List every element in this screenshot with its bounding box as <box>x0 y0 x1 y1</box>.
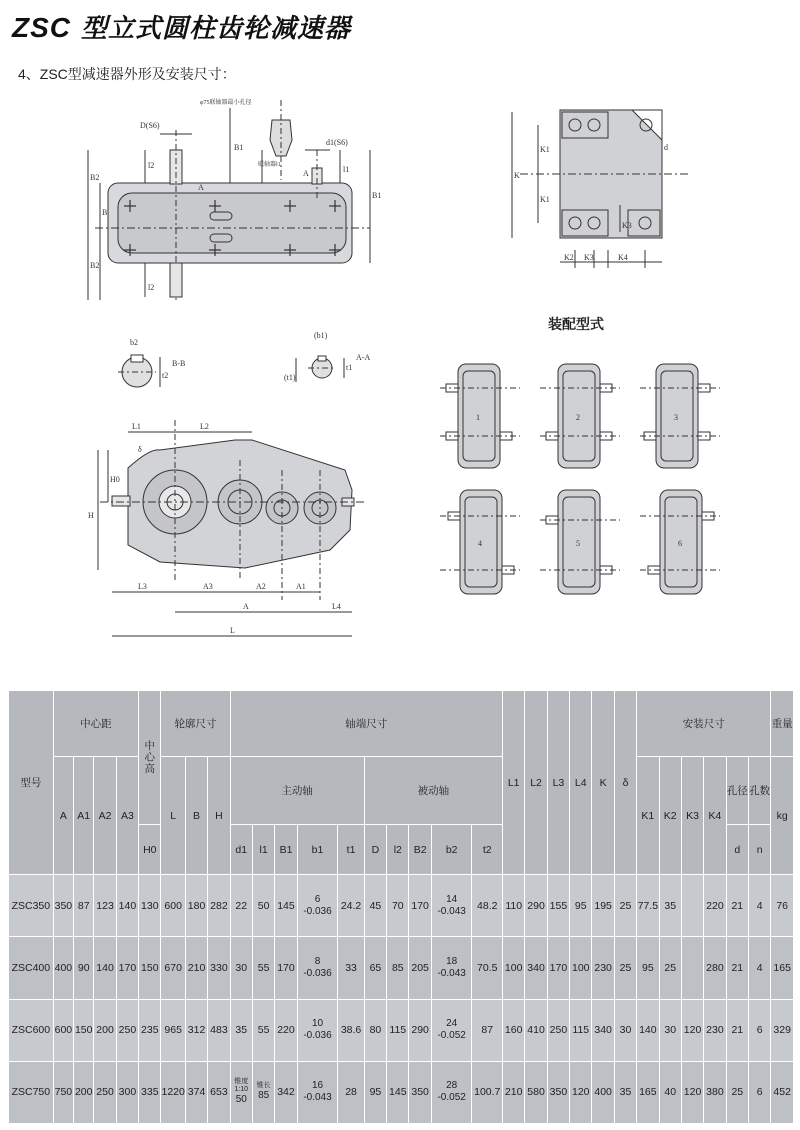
table-cell-d1: 30 <box>230 937 252 999</box>
label-front-a: A <box>243 602 249 611</box>
label-coupling-length: 联轴器l1 <box>258 162 281 168</box>
table-cell-h0: 335 <box>139 1061 161 1123</box>
header-t1: t1 <box>338 825 364 875</box>
table-cell-delta: 35 <box>614 1061 636 1123</box>
label-coupling-note: φ75联轴器最小孔径 <box>200 100 252 106</box>
section-bb-drawing <box>118 355 160 387</box>
header-L: L <box>161 757 185 875</box>
label-section-t1: (t1) <box>284 373 296 382</box>
table-cell-b1: 342 <box>275 1061 297 1123</box>
header-L3: L3 <box>547 691 569 875</box>
table-cell-l1: 210 <box>503 1061 525 1123</box>
table-cell-d: 65 <box>364 937 386 999</box>
tolerance-value: -0.036 <box>303 1030 332 1042</box>
table-cell-t1: 28 <box>338 1061 364 1123</box>
header-center-distance: 中心距 <box>53 691 138 757</box>
spec-table-container <box>8 690 794 1124</box>
table-cell-k: 230 <box>592 937 614 999</box>
title-text: 型立式圆柱齿轮减速器 <box>81 13 352 43</box>
table-cell-k1: 95 <box>637 937 659 999</box>
table-cell-k4: 280 <box>704 937 726 999</box>
table-cell-b1 <box>297 875 338 937</box>
table-cell-b1: 170 <box>275 937 297 999</box>
label-front-l3: L3 <box>138 582 147 591</box>
table-cell-k2: 25 <box>659 937 681 999</box>
table-cell-l1: 100 <box>503 937 525 999</box>
table-cell-b2 <box>431 999 472 1061</box>
table-cell-k1: 165 <box>637 1061 659 1123</box>
table-cell-a3: 250 <box>116 999 138 1061</box>
header-center-height: 中心高 <box>139 691 161 825</box>
table-cell-a1: 90 <box>74 937 94 999</box>
assembly-form-6-number: 6 <box>678 539 682 548</box>
table-cell-k4: 220 <box>704 875 726 937</box>
tolerance-base: 24 <box>446 1018 458 1030</box>
table-cell-b: 210 <box>185 937 207 999</box>
assembly-form-1 <box>440 364 520 468</box>
table-cell-d: 21 <box>726 875 748 937</box>
table-cell-b2 <box>431 1061 472 1123</box>
label-b: B <box>102 208 108 217</box>
table-cell-l1: 55 <box>252 937 274 999</box>
header-d1: d1 <box>230 825 252 875</box>
table-cell-l2: 290 <box>525 875 547 937</box>
label-mount-k3: K3 <box>584 253 594 262</box>
table-cell-l2: 410 <box>525 999 547 1061</box>
table-cell-a: 750 <box>53 1061 73 1123</box>
header-B2: B2 <box>409 825 431 875</box>
label-front-a1: A1 <box>296 582 306 591</box>
header-model: 型号 <box>9 691 54 875</box>
label-mount-k2: K2 <box>564 253 574 262</box>
header-kg: kg <box>771 757 794 875</box>
table-cell-l2: 580 <box>525 1061 547 1123</box>
label-b1: B1 <box>234 143 244 152</box>
header-b1s: b1 <box>297 825 338 875</box>
assembly-form-5 <box>540 490 620 594</box>
table-cell-kg: 165 <box>771 937 794 999</box>
table-cell-b2: 350 <box>409 1061 431 1123</box>
tolerance-base: 14 <box>446 893 458 905</box>
table-cell-b2: 170 <box>409 875 431 937</box>
assembly-form-drawings <box>440 364 720 594</box>
table-cell-k: 340 <box>592 999 614 1061</box>
table-cell-l: 670 <box>161 937 185 999</box>
table-cell-h: 282 <box>208 875 230 937</box>
assembly-forms-heading: 装配型式 <box>548 316 604 332</box>
table-cell-kg: 329 <box>771 999 794 1061</box>
assembly-form-2 <box>540 364 620 468</box>
series-code: ZSC <box>12 12 71 43</box>
table-cell-t1: 38.6 <box>338 999 364 1061</box>
table-cell-a: 600 <box>53 999 73 1061</box>
header-driven-shaft: 被动轴 <box>364 757 502 825</box>
header-H: H <box>208 757 230 875</box>
table-cell-delta: 30 <box>614 999 636 1061</box>
tolerance-base: 8 <box>314 955 321 967</box>
table-cell-b: 180 <box>185 875 207 937</box>
table-cell-b1: 145 <box>275 875 297 937</box>
table-cell-model: ZSC400 <box>9 937 54 999</box>
assembly-form-1-number: 1 <box>476 413 480 422</box>
label-d-s6: D(S6) <box>140 121 160 130</box>
header-H0: H0 <box>139 825 161 875</box>
table-cell-l: 965 <box>161 999 185 1061</box>
table-cell-k1: 140 <box>637 999 659 1061</box>
label-mount-k1-bottom: K1 <box>540 195 550 204</box>
table-cell-l4: 120 <box>570 1061 592 1123</box>
tolerance-value: -0.043 <box>437 905 466 917</box>
label-l2-top: l2 <box>148 161 155 170</box>
cell-value: 85 <box>258 1090 270 1102</box>
table-cell-l2: 115 <box>387 999 409 1061</box>
assembly-form-3-number: 3 <box>674 413 678 422</box>
table-cell-l3: 170 <box>547 937 569 999</box>
table-cell-kg: 452 <box>771 1061 794 1123</box>
table-cell-l1: 50 <box>252 875 274 937</box>
table-cell-k3: 120 <box>681 999 703 1061</box>
header-L1: L1 <box>503 691 525 875</box>
tolerance-value: -0.052 <box>437 1030 466 1042</box>
label-section-t1b: t1 <box>346 363 353 372</box>
tolerance-base: 18 <box>446 955 458 967</box>
label-mount-k1-top: K1 <box>540 145 550 154</box>
table-cell-h0: 235 <box>139 999 161 1061</box>
tolerance-value: -0.052 <box>437 1092 466 1104</box>
assembly-form-2-number: 2 <box>576 413 580 422</box>
label-section-aa: A-A <box>356 353 371 362</box>
table-cell-k2: 40 <box>659 1061 681 1123</box>
label-mount-k4: K4 <box>618 253 628 262</box>
tolerance-base: 16 <box>311 1080 324 1092</box>
table-cell-n: 4 <box>748 937 770 999</box>
tolerance-value: -0.043 <box>437 967 466 979</box>
cell-note: 锥长 <box>256 1082 271 1090</box>
label-section-b1: (b1) <box>314 331 328 340</box>
table-cell-k3: 120 <box>681 1061 703 1123</box>
table-cell-k3 <box>681 875 703 937</box>
table-cell-a1: 200 <box>74 1061 94 1123</box>
header-l2s: l2 <box>387 825 409 875</box>
table-cell-l1: 160 <box>503 999 525 1061</box>
table-cell-a1: 87 <box>74 875 94 937</box>
table-cell-b1 <box>297 999 338 1061</box>
table-cell-k3 <box>681 937 703 999</box>
header-l1s: l1 <box>252 825 274 875</box>
header-D: D <box>364 825 386 875</box>
label-front-a2: A2 <box>256 582 266 591</box>
table-cell-d: 80 <box>364 999 386 1061</box>
table-cell-l1: 110 <box>503 875 525 937</box>
table-row <box>9 875 794 937</box>
label-front-h: H <box>88 511 94 520</box>
table-cell-a3: 170 <box>116 937 138 999</box>
spec-table <box>8 690 794 1124</box>
table-cell-t1: 24.2 <box>338 875 364 937</box>
header-b2s: b2 <box>431 825 472 875</box>
table-cell-b2: 290 <box>409 999 431 1061</box>
label-a-mark: A <box>303 169 309 178</box>
table-cell-model: ZSC350 <box>9 875 54 937</box>
label-mount-d: d <box>664 143 668 152</box>
header-L4: L4 <box>570 691 592 875</box>
header-K: K <box>592 691 614 875</box>
label-section-b2: b2 <box>130 338 138 347</box>
header-dd: d <box>726 825 748 875</box>
table-cell-d1: 22 <box>230 875 252 937</box>
table-cell-b1 <box>297 1061 338 1123</box>
header-K1: K1 <box>637 757 659 875</box>
section-aa-drawing <box>296 356 344 382</box>
table-cell-k4: 380 <box>704 1061 726 1123</box>
table-cell-h0: 130 <box>139 875 161 937</box>
table-cell-n: 4 <box>748 875 770 937</box>
table-cell-a2: 123 <box>94 875 116 937</box>
label-section-t2: t2 <box>162 371 169 380</box>
label-l1: l1 <box>343 165 350 174</box>
table-cell-k: 400 <box>592 1061 614 1123</box>
table-row <box>9 999 794 1061</box>
label-front-l2: L2 <box>200 422 209 431</box>
table-cell-b: 374 <box>185 1061 207 1123</box>
label-mount-k3-vertical: K3 <box>622 221 632 230</box>
header-A3: A3 <box>116 757 138 875</box>
assembly-form-4-number: 4 <box>478 539 482 548</box>
tolerance-base: 28 <box>446 1080 458 1092</box>
tolerance-base: 10 <box>311 1018 324 1030</box>
header-weight: 重量 <box>771 691 794 757</box>
table-cell-b1: 220 <box>275 999 297 1061</box>
tolerance-value: -0.036 <box>303 967 332 979</box>
header-K2: K2 <box>659 757 681 875</box>
table-cell-b: 312 <box>185 999 207 1061</box>
tolerance-value: -0.043 <box>303 1092 332 1104</box>
table-cell-a: 350 <box>53 875 73 937</box>
table-cell-h: 330 <box>208 937 230 999</box>
label-d1-s6: d1(S6) <box>326 138 348 147</box>
section-heading: 4、ZSC型减速器外形及安装尺寸： <box>18 66 236 82</box>
label-b1-right: B1 <box>372 191 382 200</box>
label-front-delta: δ <box>138 445 142 454</box>
label-l2-bottom: l2 <box>148 283 155 292</box>
table-cell-b2 <box>431 875 472 937</box>
table-cell-a2: 200 <box>94 999 116 1061</box>
table-cell-t1: 33 <box>338 937 364 999</box>
header-t2: t2 <box>472 825 503 875</box>
table-cell-l2: 340 <box>525 937 547 999</box>
table-cell-d: 45 <box>364 875 386 937</box>
table-cell-t2: 70.5 <box>472 937 503 999</box>
table-cell-delta: 25 <box>614 937 636 999</box>
table-cell-l4: 100 <box>570 937 592 999</box>
label-b2-top: B2 <box>90 173 100 182</box>
header-L2: L2 <box>525 691 547 875</box>
table-cell-l1 <box>252 1061 274 1123</box>
header-K4: K4 <box>704 757 726 875</box>
table-cell-d: 21 <box>726 999 748 1061</box>
assembly-form-5-number: 5 <box>576 539 580 548</box>
table-cell-k2: 35 <box>659 875 681 937</box>
table-cell-l2: 85 <box>387 937 409 999</box>
header-install: 安装尺寸 <box>637 691 771 757</box>
header-A2: A2 <box>94 757 116 875</box>
assembly-form-3 <box>640 364 720 468</box>
table-cell-n: 6 <box>748 999 770 1061</box>
header-A1: A1 <box>74 757 94 875</box>
cell-note: 锥度1:10 <box>234 1078 249 1094</box>
table-cell-h: 653 <box>208 1061 230 1123</box>
header-B1: B1 <box>275 825 297 875</box>
table-cell-kg: 76 <box>771 875 794 937</box>
table-cell-d1: 35 <box>230 999 252 1061</box>
label-front-h0: H0 <box>110 475 120 484</box>
table-row <box>9 937 794 999</box>
table-row <box>9 1061 794 1123</box>
label-mount-k: K <box>514 171 520 180</box>
table-cell-k2: 30 <box>659 999 681 1061</box>
table-cell-l4: 95 <box>570 875 592 937</box>
header-n: n <box>748 825 770 875</box>
table-cell-t2: 48.2 <box>472 875 503 937</box>
label-section-bb: B-B <box>172 359 186 368</box>
table-cell-l: 1220 <box>161 1061 185 1123</box>
table-cell-b2 <box>431 937 472 999</box>
header-K3: K3 <box>681 757 703 875</box>
table-cell-n: 6 <box>748 1061 770 1123</box>
header-delta: δ <box>614 691 636 875</box>
spec-table-body <box>9 875 794 1124</box>
header-profile: 轮廓尺寸 <box>161 691 230 757</box>
header-A: A <box>53 757 73 875</box>
table-cell-a3: 300 <box>116 1061 138 1123</box>
table-cell-l: 600 <box>161 875 185 937</box>
table-cell-model: ZSC750 <box>9 1061 54 1123</box>
label-front-a3: A3 <box>203 582 213 591</box>
table-cell-delta: 25 <box>614 875 636 937</box>
table-cell-k4: 230 <box>704 999 726 1061</box>
table-cell-d: 95 <box>364 1061 386 1123</box>
table-cell-d: 21 <box>726 937 748 999</box>
table-cell-h: 483 <box>208 999 230 1061</box>
table-cell-t2: 87 <box>472 999 503 1061</box>
label-front-l: L <box>230 626 235 635</box>
table-cell-t2: 100.7 <box>472 1061 503 1123</box>
table-cell-d1 <box>230 1061 252 1123</box>
table-cell-model: ZSC600 <box>9 999 54 1061</box>
label-front-l4: L4 <box>332 602 341 611</box>
table-cell-l3: 250 <box>547 999 569 1061</box>
header-hole-num: 孔数 <box>748 757 770 825</box>
tolerance-value: -0.036 <box>303 905 332 917</box>
table-cell-l3: 155 <box>547 875 569 937</box>
table-cell-b2: 205 <box>409 937 431 999</box>
table-cell-l4: 115 <box>570 999 592 1061</box>
table-cell-h0: 150 <box>139 937 161 999</box>
table-cell-a2: 250 <box>94 1061 116 1123</box>
table-cell-b1 <box>297 937 338 999</box>
tolerance-base: 6 <box>314 893 321 905</box>
cell-value: 50 <box>235 1094 247 1106</box>
header-shaft: 轴端尺寸 <box>230 691 502 757</box>
table-cell-l3: 350 <box>547 1061 569 1123</box>
header-driving-shaft: 主动轴 <box>230 757 364 825</box>
top-view-drawing <box>88 100 370 300</box>
table-cell-k: 195 <box>592 875 614 937</box>
table-cell-l2: 145 <box>387 1061 409 1123</box>
mount-view-drawing <box>512 110 690 268</box>
table-cell-a: 400 <box>53 937 73 999</box>
table-cell-l2: 70 <box>387 875 409 937</box>
label-b2-bottom: B2 <box>90 261 100 270</box>
table-cell-d: 25 <box>726 1061 748 1123</box>
table-cell-l1: 55 <box>252 999 274 1061</box>
table-cell-a2: 140 <box>94 937 116 999</box>
table-cell-a3: 140 <box>116 875 138 937</box>
table-cell-k1: 77.5 <box>637 875 659 937</box>
label-a-bottom: A <box>198 183 204 192</box>
table-cell-a1: 150 <box>74 999 94 1061</box>
label-front-l1: L1 <box>132 422 141 431</box>
header-B: B <box>185 757 207 875</box>
header-hole-dia: 孔径 <box>726 757 748 825</box>
